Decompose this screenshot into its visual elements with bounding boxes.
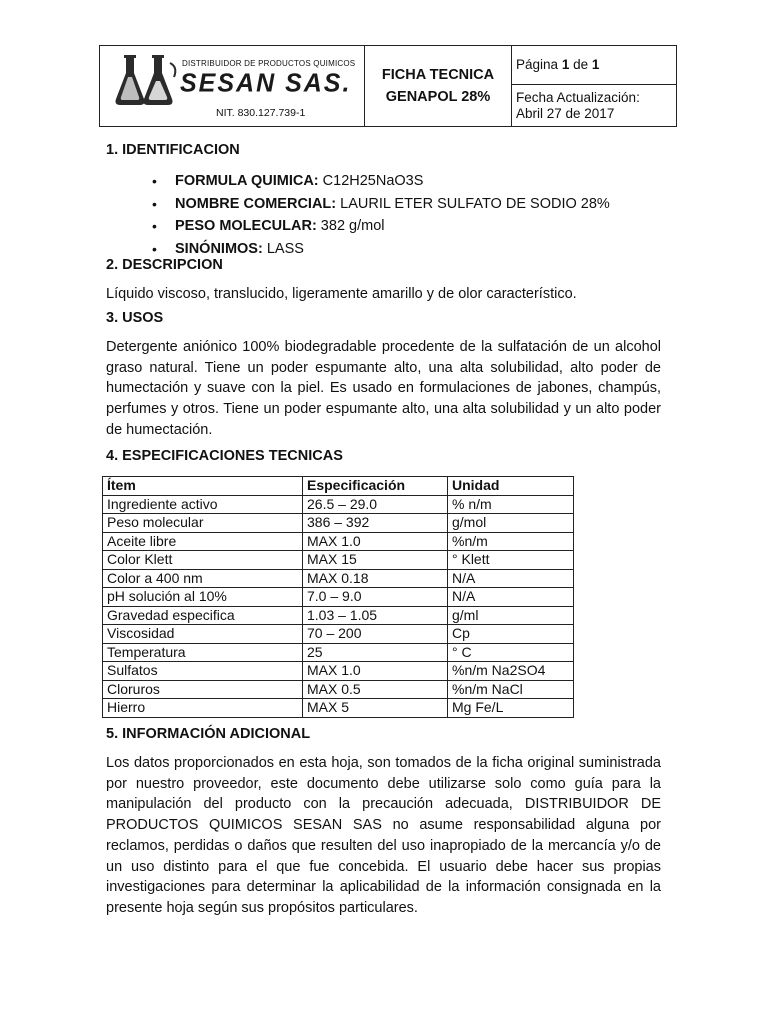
table-cell: g/ml (448, 606, 574, 625)
table-cell: 70 – 200 (303, 625, 448, 644)
table-cell: MAX 1.0 (303, 662, 448, 681)
section-title-informacion: 5. INFORMACIÓN ADICIONAL (106, 726, 311, 742)
page-of: de (573, 57, 589, 72)
table-cell: ° C (448, 643, 574, 662)
table-cell: Hierro (103, 699, 303, 718)
update-label: Fecha Actualización: (516, 89, 640, 105)
table-cell: N/A (448, 588, 574, 607)
table-row (103, 551, 574, 570)
specifications-table (102, 476, 574, 718)
additional-info-text: Los datos proporcionados en esta hoja, son tomados de la ficha original suministrada por nuestro proveedor, este documento debe utilizarse solo como guía para la manipulación del producto con la precaución adecuada, DISTRIBUIDOR DE PRODUCTOS QUIMICOS SESAN SAS no asume responsabilidad alguna por reclamos, perdidas o daños que resulten del uso inapropiado de la mercancía y/o de un uso distinto para el que fue concebida. El usuario debe hacer sus propias investigaciones para determinar la aplicabilidad de la información consignada en la presente hoja según sus propósitos particulares. (106, 755, 661, 916)
identification-list (175, 170, 610, 260)
table-cell: MAX 1.0 (303, 532, 448, 551)
table-row (103, 662, 574, 681)
uses-text: Detergente aniónico 100% biodegradable procedente de la sulfatación de un alcohol graso natural. Tiene un poder espumante alto, una alta solubilidad, alto poder de humectación y suave con la piel. Es usado en formulaciones de jabones, champús, perfumes y otros. Tiene un poder espumante alto, una alta solubilidad y un alto poder de humectación. (106, 339, 661, 438)
table-cell: MAX 5 (303, 699, 448, 718)
table-row (103, 680, 574, 699)
table-row (103, 569, 574, 588)
table-cell: %n/m NaCl (448, 680, 574, 699)
logo-cell (100, 46, 365, 127)
table-cell: 25 (303, 643, 448, 662)
table-cell: MAX 15 (303, 551, 448, 570)
table-cell: Ingrediente activo (103, 495, 303, 514)
table-cell: Cloruros (103, 680, 303, 699)
column-header-item: Ítem (103, 477, 303, 496)
table-row (103, 588, 574, 607)
table-cell: %n/m (448, 532, 574, 551)
list-item: • NOMBRE COMERCIAL: LAURIL ETER SULFATO DE SODIO 28% (175, 193, 610, 216)
table-cell: pH solución al 10% (103, 588, 303, 607)
table-cell: % n/m (448, 495, 574, 514)
list-item: • FORMULA QUIMICA: C12H25NaO3S (175, 170, 610, 193)
table-row (103, 532, 574, 551)
list-item: • PESO MOLECULAR: 382 g/mol (175, 215, 610, 238)
section-title-descripcion: 2. DESCRIPCION (106, 257, 223, 273)
document-title: FICHA TECNICA (381, 67, 495, 83)
company-logo (100, 47, 364, 126)
table-row (103, 699, 574, 718)
section-title-usos: 3. USOS (106, 310, 164, 326)
table-cell: g/mol (448, 514, 574, 533)
document-header (99, 45, 677, 127)
page-current: 1 (561, 57, 570, 72)
table-cell: %n/m Na2SO4 (448, 662, 574, 681)
table-cell: N/A (448, 569, 574, 588)
table-cell: Peso molecular (103, 514, 303, 533)
logo-subtitle: DISTRIBUIDOR DE PRODUCTOS QUIMICOS (182, 58, 356, 68)
table-cell: MAX 0.5 (303, 680, 448, 699)
page-label: Página (516, 57, 559, 72)
table-cell: Viscosidad (103, 625, 303, 644)
section-title-especificaciones: 4. ESPECIFICACIONES TECNICAS (106, 448, 343, 464)
table-cell: Mg Fe/L (448, 699, 574, 718)
list-item: • SINÓNIMOS: LASS (175, 238, 610, 261)
table-header-row (103, 477, 574, 496)
table-cell: Cp (448, 625, 574, 644)
table-cell: Gravedad especifica (103, 606, 303, 625)
page-total: 1 (591, 57, 600, 72)
description-text: Líquido viscoso, translucido, ligeramente amarillo y de olor característico. (106, 286, 577, 302)
document-title-cell (365, 46, 512, 127)
table-cell: Color Klett (103, 551, 303, 570)
table-cell: Sulfatos (103, 662, 303, 681)
column-header-specification: Especificación (303, 477, 448, 496)
table-cell: 386 – 392 (303, 514, 448, 533)
update-date: Abril 27 de 2017 (516, 105, 615, 121)
table-cell: Color a 400 nm (103, 569, 303, 588)
table-row (103, 514, 574, 533)
logo-brand-name: SESAN SAS. (180, 67, 352, 98)
table-row (103, 606, 574, 625)
column-header-unit: Unidad (448, 477, 574, 496)
table-cell: Aceite libre (103, 532, 303, 551)
table-row (103, 625, 574, 644)
page-number-cell (512, 46, 677, 85)
flask-icon (114, 53, 180, 107)
section-title-identificacion: 1. IDENTIFICACION (106, 142, 240, 158)
table-cell: ° Klett (448, 551, 574, 570)
update-date-cell (512, 85, 677, 127)
table-cell: Temperatura (103, 643, 303, 662)
table-cell: 26.5 – 29.0 (303, 495, 448, 514)
table-cell: 7.0 – 9.0 (303, 588, 448, 607)
product-name: GENAPOL 28% (385, 89, 491, 105)
table-cell: 1.03 – 1.05 (303, 606, 448, 625)
table-row (103, 495, 574, 514)
logo-nit: NIT. 830.127.739-1 (216, 106, 306, 119)
table-row (103, 643, 574, 662)
table-cell: MAX 0.18 (303, 569, 448, 588)
